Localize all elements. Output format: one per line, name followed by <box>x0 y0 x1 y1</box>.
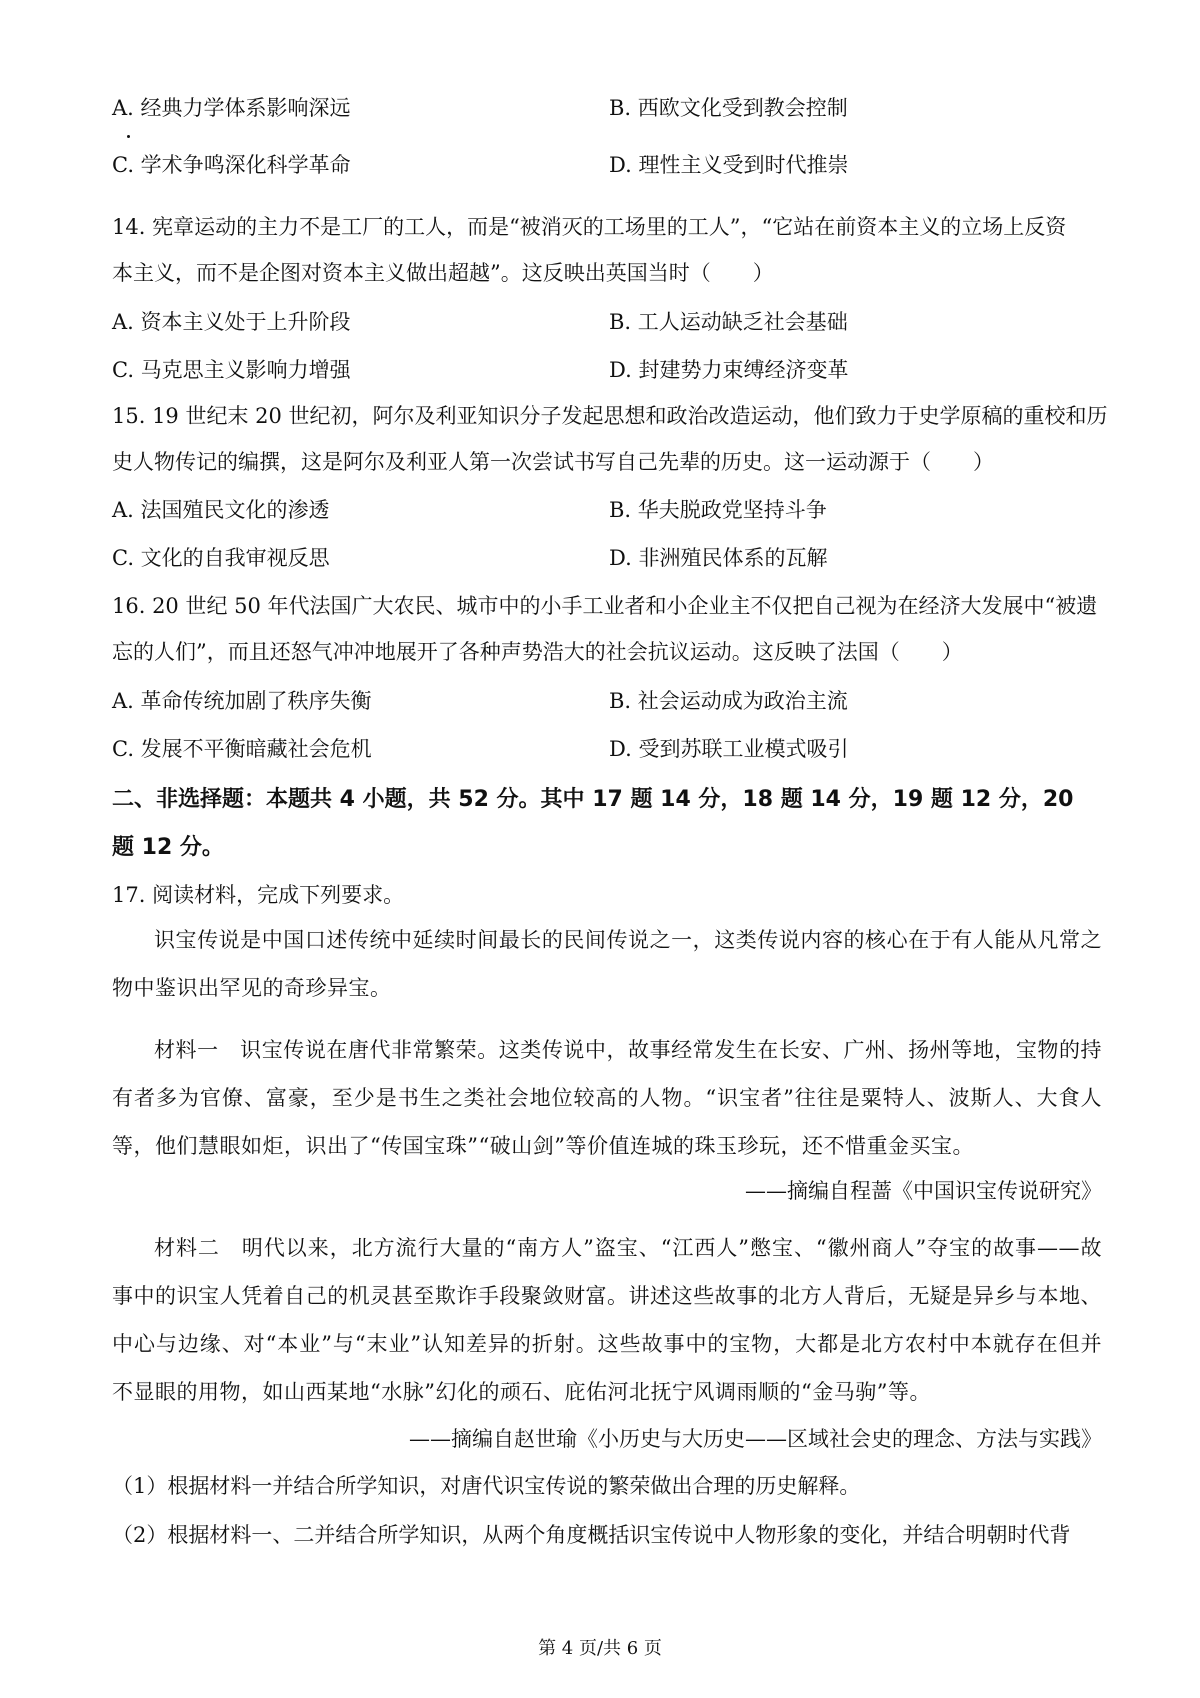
q16-option-a: A. 革命传统加剧了秩序失衡 <box>112 689 372 713</box>
q14-stem-line2: 本主义，而不是企图对资本主义做出超越”。这反映出英国当时（ ） <box>112 261 774 285</box>
q17-stem: 17. 阅读材料，完成下列要求。 <box>112 883 405 907</box>
q13-option-d: D. 理性主义受到时代推崇 <box>609 153 849 177</box>
q15-option-c: C. 文化的自我审视反思 <box>112 546 330 570</box>
q13-option-c: C. 学术争鸣深化科学革命 <box>112 153 351 177</box>
q15-option-a: A. 法国殖民文化的渗透 <box>112 498 330 522</box>
q16-stem-line1: 16. 20 世纪 50 年代法国广大农民、城市中的小手工业者和小企业主不仅把自己视为在经济大发展中“被遗 <box>112 594 1098 618</box>
stray-dot-mark <box>127 135 130 138</box>
q16-stem-line2: 忘的人们”，而且还怒气冲冲地展开了各种声势浩大的社会抗议运动。这反映了法国（ ） <box>112 640 963 664</box>
q17-source-one: ——摘编自程蔷《中国识宝传说研究》 <box>745 1179 1102 1203</box>
q17-subquestion-2: （2）根据材料一、二并结合所学知识，从两个角度概括识宝传说中人物形象的变化，并结合明朝时代背 <box>112 1523 1071 1547</box>
q17-material-one: 材料一 识宝传说在唐代非常繁荣。这类传说中，故事经常发生在长安、广州、扬州等地，宝物的持有者多为官僚、富豪，至少是书生之类社会地位较高的人物。“识宝者”往往是粟特人、波斯人、大食人等，他们慧眼如炬，识出了“传国宝珠”“破山剑”等价值连城的珠玉珍玩，还不惜重金买宝。 <box>112 1038 1102 1158</box>
q14-option-b: B. 工人运动缺乏社会基础 <box>609 310 848 334</box>
q14-option-c: C. 马克思主义影响力增强 <box>112 358 351 382</box>
q15-option-b: B. 华夫脱政党坚持斗争 <box>609 498 827 522</box>
q14-option-a: A. 资本主义处于上升阶段 <box>112 310 351 334</box>
q15-option-d: D. 非洲殖民体系的瓦解 <box>609 546 828 570</box>
q14-stem-line1: 14. 宪章运动的主力不是工厂的工人，而是“被消灭的工场里的工人”，“它站在前资本主义的立场上反资 <box>112 215 1067 239</box>
q16-option-d: D. 受到苏联工业模式吸引 <box>609 737 849 761</box>
section-heading: 二、非选择题：本题共 4 小题，共 52 分。其中 17 题 14 分，18 题 14 分，19 题 12 分，20 题 12 分。 <box>112 787 1074 860</box>
q17-subquestion-1: （1）根据材料一并结合所学知识，对唐代识宝传说的繁荣做出合理的历史解释。 <box>112 1474 861 1498</box>
q17-material-two: 材料二 明代以来，北方流行大量的“南方人”盗宝、“江西人”憋宝、“徽州商人”夺宝的故事——故事中的识宝人凭着自己的机灵甚至欺诈手段聚敛财富。讲述这些故事的北方人背后，无疑是异乡与本地、中心与边缘、对“本业”与“末业”认知差异的折射。这些故事中的宝物，大都是北方农村中本就存在但并不显眼的用物，如山西某地“水脉”幻化的顽石、庇佑河北抚宁风调雨顺的“金马驹”等。 <box>112 1236 1102 1404</box>
page-footer: 第 4 页/共 6 页 <box>538 1638 662 1659</box>
q13-option-b: B. 西欧文化受到教会控制 <box>609 96 848 120</box>
q14-option-d: D. 封建势力束缚经济变革 <box>609 358 849 382</box>
q13-option-a: A. 经典力学体系影响深远 <box>112 96 351 120</box>
q17-intro: 识宝传说是中国口述传统中延续时间最长的民间传说之一，这类传说内容的核心在于有人能从凡常之物中鉴识出罕见的奇珍异宝。 <box>112 928 1102 1000</box>
q16-option-b: B. 社会运动成为政治主流 <box>609 689 848 713</box>
q15-stem-line2: 史人物传记的编撰，这是阿尔及利亚人第一次尝试书写自己先辈的历史。这一运动源于（ ） <box>112 450 994 474</box>
q16-option-c: C. 发展不平衡暗藏社会危机 <box>112 737 372 761</box>
q15-stem-line1: 15. 19 世纪末 20 世纪初，阿尔及利亚知识分子发起思想和政治改造运动，他们致力于史学原稿的重校和历 <box>112 404 1108 428</box>
q17-source-two: ——摘编自赵世瑜《小历史与大历史——区域社会史的理念、方法与实践》 <box>409 1427 1102 1451</box>
